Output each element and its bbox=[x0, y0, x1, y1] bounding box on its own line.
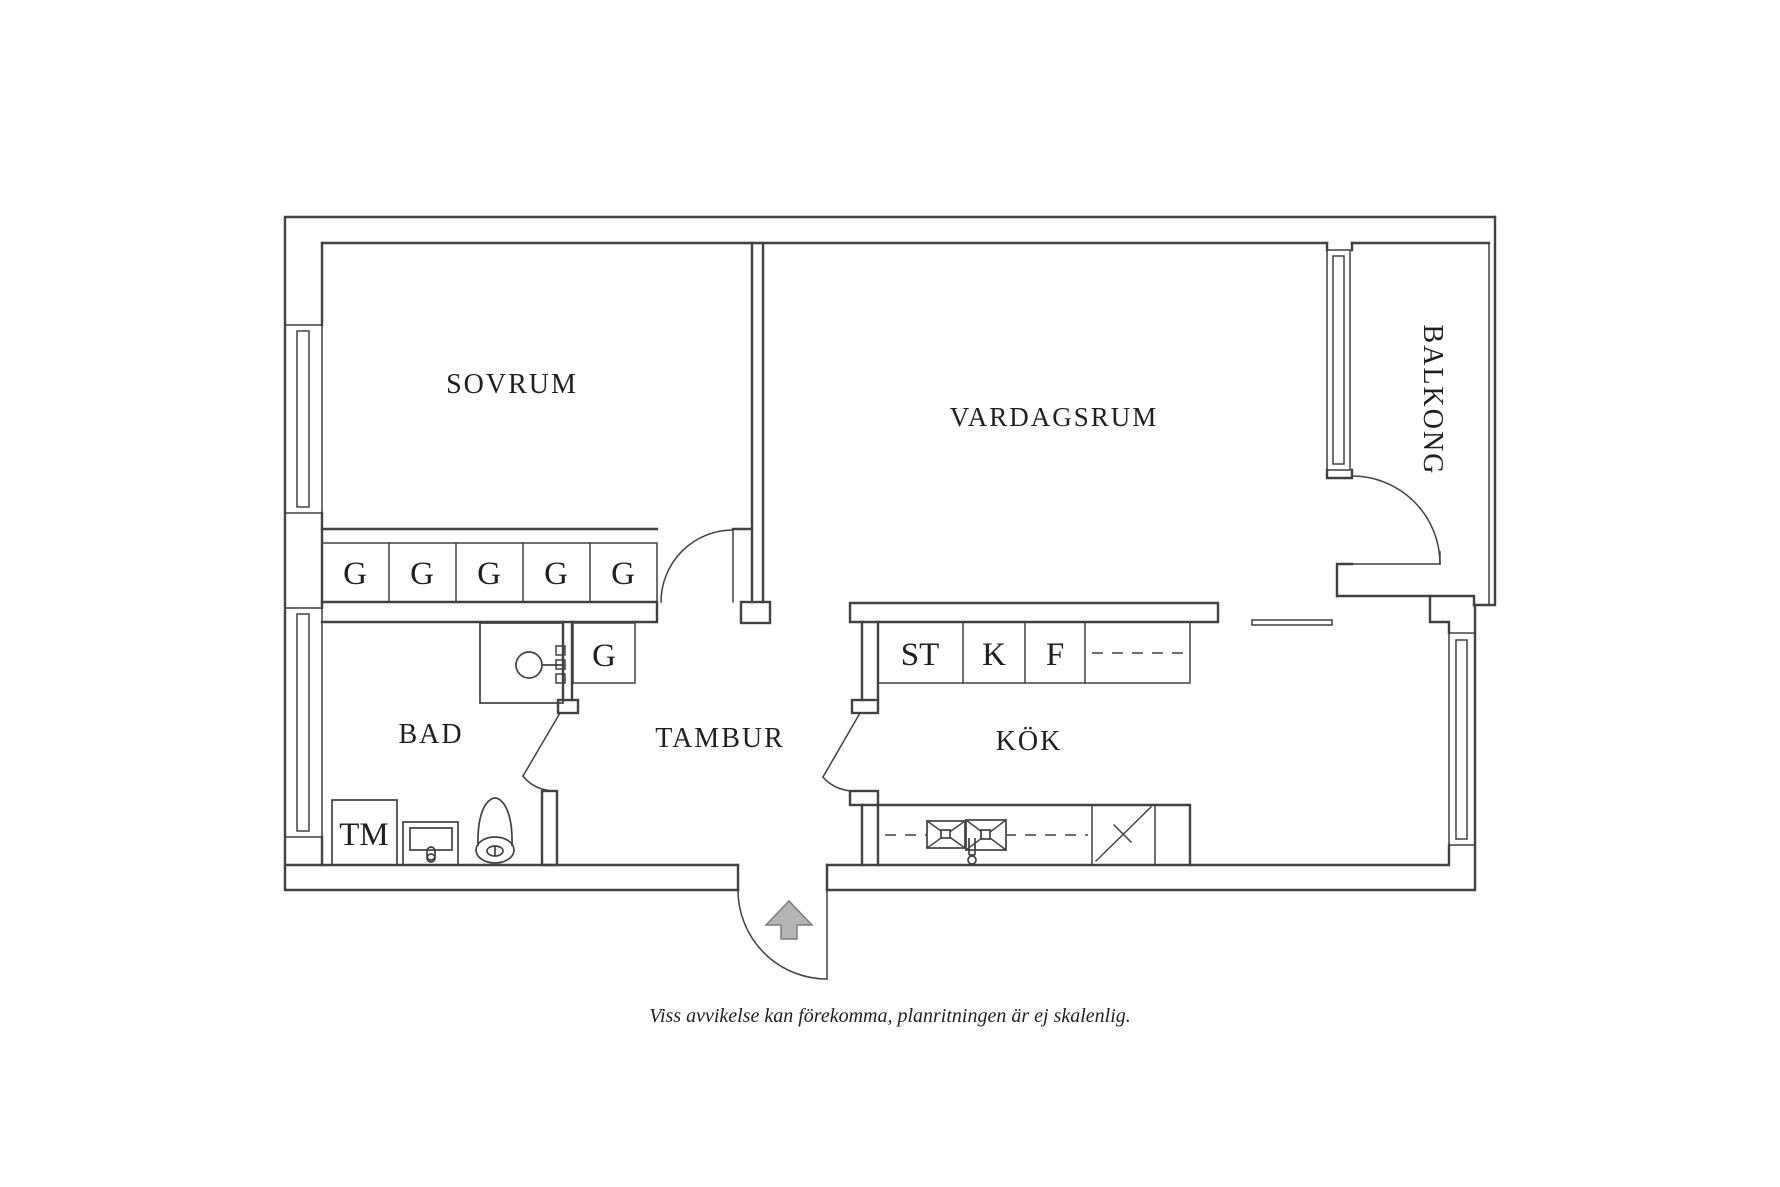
kitchen-right-wall bbox=[1430, 596, 1475, 845]
hallway-north-wall bbox=[322, 602, 657, 622]
wardrobe-label: G bbox=[477, 556, 501, 592]
hall-wardrobe-label: G bbox=[592, 638, 616, 674]
wardrobe-row bbox=[322, 543, 657, 602]
bedroom-livingroom-wall bbox=[741, 243, 770, 623]
bedroom-window bbox=[285, 325, 322, 513]
washing-machine-label: TM bbox=[339, 817, 389, 853]
bathroom-door-swing bbox=[523, 713, 560, 791]
wardrobe-label: G bbox=[611, 556, 635, 592]
bathroom-sink-icon bbox=[403, 822, 458, 865]
balcony-label: BALKONG bbox=[1417, 324, 1448, 476]
bathroom-label: BAD bbox=[398, 719, 464, 750]
kitchen-counter bbox=[878, 805, 1190, 865]
fridge-label: K bbox=[982, 637, 1006, 673]
entrance-door bbox=[738, 865, 827, 979]
livingroom-balcony-wall bbox=[1327, 243, 1352, 478]
kitchen-label: KÖK bbox=[995, 726, 1063, 757]
livingroom-label: VARDAGSRUM bbox=[949, 402, 1159, 432]
exterior-walls bbox=[285, 217, 1495, 890]
kitchen-sink-icon bbox=[927, 820, 1006, 864]
kitchen-tall-cabinets bbox=[878, 622, 1190, 683]
kitchen-hallway-wall bbox=[850, 622, 878, 865]
kitchen-livingroom-divider bbox=[1252, 620, 1332, 625]
hallway-label: TAMBUR bbox=[655, 723, 785, 754]
hall-wardrobe bbox=[573, 623, 635, 683]
bedroom-label: SOVRUM bbox=[446, 369, 578, 400]
washing-machine-icon bbox=[332, 800, 397, 865]
entrance-arrow-icon bbox=[766, 901, 812, 939]
kitchen-door-swing bbox=[823, 713, 860, 791]
toilet-icon bbox=[476, 798, 514, 863]
wardrobe-label: G bbox=[544, 556, 568, 592]
freezer-label: F bbox=[1045, 637, 1065, 673]
cleaning-cabinet-label: ST bbox=[900, 637, 940, 673]
bathroom-window bbox=[285, 608, 322, 837]
wardrobe-label: G bbox=[410, 556, 434, 592]
bedroom-door-swing bbox=[661, 530, 733, 602]
balcony-door-swing bbox=[1352, 476, 1440, 564]
kitchen-north-wall bbox=[850, 603, 1218, 622]
wardrobe-label: G bbox=[343, 556, 367, 592]
balcony-walls bbox=[1337, 243, 1489, 605]
stove-icon bbox=[1096, 807, 1151, 861]
washbasin-cabinet-icon bbox=[480, 623, 565, 703]
disclaimer-text: Viss avvikelse kan förekomma, planritningen är ej skalenlig. bbox=[649, 1005, 1131, 1027]
